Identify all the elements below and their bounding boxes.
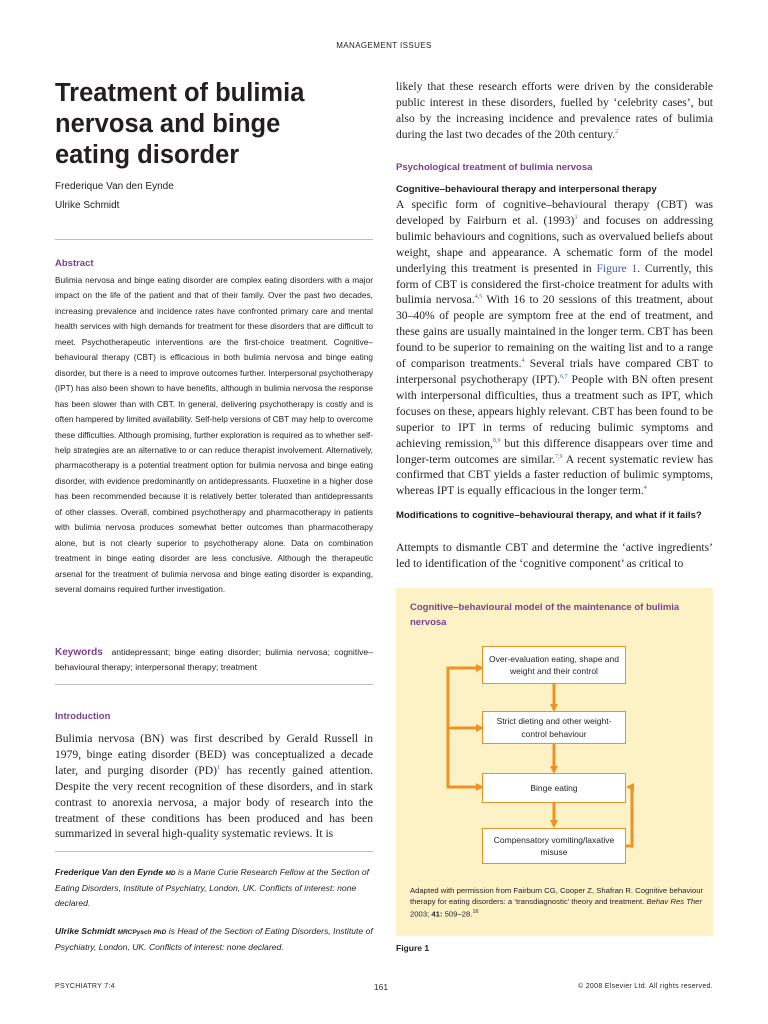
affiliation-1-name: Frederique Van den Eynde xyxy=(55,867,164,877)
citation-4b: 4 xyxy=(643,485,647,492)
cbt-text-2: and focuses on addressing bulimic behaviours and cognitions, such as overvalued beliefs about weight, shape and appearance. A schematic form of the model underlying this treatment is presented in xyxy=(396,213,713,275)
arrow-loop-back xyxy=(625,787,632,846)
caption-citation: 16 xyxy=(472,909,479,915)
figure-arrows xyxy=(396,588,713,936)
cbt-text-7: but this difference disappears over time and longer-term outcomes are similar. xyxy=(396,436,713,466)
affiliation-1 xyxy=(55,865,375,912)
footer-journal: PSYCHIATRY 7:4 xyxy=(55,983,115,990)
keywords xyxy=(55,645,373,675)
keywords-label: Keywords xyxy=(55,647,103,658)
cbt-text-6: People with BN often present with interpersonal difficulties, thus a treatment such as IPT, which focuses on these, appears highly relevant. CBT has been found to be superior to IPT in terms of reducing bulimic symptoms and achieving remission, xyxy=(396,372,713,450)
article-title: Treatment of bulimia nervosa and binge eating disorder xyxy=(55,79,305,169)
affiliation-1-degree: MD xyxy=(165,870,176,877)
introduction-heading: Introduction xyxy=(55,711,111,722)
subheading-cbt-ipt: Cognitive–behavioural therapy and interpersonal therapy xyxy=(396,184,657,195)
figure-label: Figure 1 xyxy=(396,943,430,953)
cbt-paragraph xyxy=(396,197,713,499)
caption-text-c: 509–28. xyxy=(442,909,473,919)
keywords-bottom-rule xyxy=(55,684,373,685)
figure-1-link[interactable]: Figure 1 xyxy=(596,261,638,275)
citation-7-9: 7,9 xyxy=(555,453,563,460)
affiliation-2 xyxy=(55,924,375,955)
footer-page-number: 161 xyxy=(374,983,389,992)
affiliation-1-text: is a Marie Curie Research Fellow at the Section of Eating Disorders, Institute of Psychiatry, London, UK. Conflicts of interest: none declared. xyxy=(55,867,370,909)
footer-copyright: © 2008 Elsevier Ltd. All rights reserved. xyxy=(578,983,713,990)
intro-text-b: has recently gained attention. Despite the very recent recognition of these disorders, and in stark contrast to anorexia nervosa, a major body of research into the treatment of these conditions has been produced and has been summarized in several high-quality systematic reviews. It is xyxy=(55,763,373,841)
keywords-text: antidepressant; binge eating disorder; bulimia nervosa; cognitive–behavioural therapy; interpersonal therapy; treatment xyxy=(55,647,373,672)
citation-8-9: 8,9 xyxy=(492,437,501,444)
affiliation-2-degree: MRCPysch PhD xyxy=(117,929,167,936)
section-heading: Psychological treatment of bulimia nervosa xyxy=(396,162,593,173)
affiliation-2-text: is Head of the Section of Eating Disorders, Institute of Psychiatry, London, UK. Conflicts of interest: none declared. xyxy=(55,926,373,953)
model-box-overevaluation: Over-evaluation eating, shape and weight and their control xyxy=(482,646,626,684)
author-1: Frederique Van den Eynde xyxy=(55,181,174,192)
figure-title: Cognitive–behavioural model of the maintenance of bulimia nervosa xyxy=(410,602,680,628)
cbt-text-3: . Currently, this form of CBT is considered the first-choice treatment for adults with bulimia nervosa. xyxy=(396,261,713,307)
citation-6-7: 6,7 xyxy=(560,374,568,381)
model-box-compensatory: Compensatory vomiting/laxative misuse xyxy=(482,828,626,864)
cbt-text-5: Several trials have compared CBT to interpersonal psychotherapy (IPT). xyxy=(396,357,713,386)
running-head: MANAGEMENT ISSUES xyxy=(336,41,432,50)
subheading-modifications: Modifications to cognitive–behavioural therapy, and what if it fails? xyxy=(396,510,702,521)
figure-caption xyxy=(410,886,705,920)
caption-text-a: Adapted with permission from Fairburn CG, Cooper Z, Shafran R. Cognitive behaviour therapy for eating disorders: a ‘transdiagnostic’ theory and treatment. xyxy=(410,886,704,906)
modifications-paragraph: Attempts to dismantle CBT and determine the ‘active ingredients’ led to identification of the ‘cognitive component’ as critical to xyxy=(396,541,713,570)
citation-4: 4 xyxy=(521,358,525,365)
cbt-text-1: A specific form of cognitive–behavioural therapy (CBT) was developed by Fairburn et al. (1993) xyxy=(396,198,713,227)
citation-1: 1 xyxy=(217,764,220,771)
caption-text-b: 2003; xyxy=(410,909,432,919)
intro-text-a: Bulimia nervosa (BN) was first described by Gerald Russell in 1979, binge eating disorder (BED) was conceptualized a decade later, and purging disorder (PD) xyxy=(55,732,373,777)
caption-volume: 41: xyxy=(431,909,443,919)
caption-journal: Behav Res Ther xyxy=(646,896,702,906)
cbt-text-4: With 16 to 20 sessions of this treatment, about 30–40% of people are symptom free at the end of treatment, and these gains are usually maintained in the longer term. CBT has been found to be superior to remaining on the waiting list and to a range of comparison treatments. xyxy=(396,293,713,371)
affiliations-top-rule xyxy=(55,851,373,852)
citation-2: 2 xyxy=(615,128,619,135)
continuation-paragraph xyxy=(396,79,713,143)
model-box-binge: Binge eating xyxy=(482,773,626,803)
abstract-body: Bulimia nervosa and binge eating disorder are complex eating disorders with a major impact on the life of the patient and that of their family. Over the past two decades, increasing prevalence and incidence rates have confronted primary care and mental health services with high demands for treatment for these disorders that are difficult to meet. Psychotherapeutic interventions are the first-choice treatment. Cognitive–behavioural therapy (CBT) is efficacious in both bulimia nervosa and binge eating disorder, but there is a need to improve outcomes further. Interpersonal psychotherapy (IPT) has also been shown to have benefits, although in bulimia nervosa the response has been slower than with CBT. In general, delivering psychotherapy is costly and is often hampered by limited availability. Self-help versions of CBT may help to overcome these difficulties. Although promising, further exploration is required as to whether self-help strategies are an alternative to or can reduce therapist involvement. Alternatively, pharmacotherapy is a potential treatment option for bulimia nervosa and binge eating disorder, with evidence predominantly on antidepressants. Fluoxetine in a higher dose has been recommended because it is relatively better tolerated than antidepressants of other classes. Overall, combined psychotherapy and pharmacotherapy in patients with bulimia nervosa produces somewhat better outcomes than pharmacotherapy alone, but is not clearly superior to psychotherapy alone. Data on combination treatment in binge eating disorder are less conclusive. Although the therapeutic arsenal for the treatment of bulimia nervosa and binge eating disorder is expanding, several domains required further investigation. xyxy=(55,275,373,595)
abstract-heading: Abstract xyxy=(55,258,94,269)
figure-1-box xyxy=(396,588,713,936)
abstract-top-rule xyxy=(55,239,373,240)
citation-3: 3 xyxy=(574,215,578,222)
affiliation-2-name: Ulrike Schmidt xyxy=(55,926,116,936)
cbt-text-8: A recent systematic review has confirmed that CBT yields a faster reduction of bulimic symptoms, whereas IPT is equally efficacious in the longer term. xyxy=(396,452,713,498)
citation-4-5: 4,5 xyxy=(474,294,483,301)
model-box-dieting: Strict dieting and other weight-control behaviour xyxy=(482,711,626,744)
author-2: Ulrike Schmidt xyxy=(55,200,120,211)
introduction-paragraph xyxy=(55,731,373,842)
continuation-text: likely that these research efforts were driven by the considerable public interest in these disorders, fuelled by ‘celebrity cases’, but also by the increasing incidence and prevalence rates of bulimia during the last two decades of the 20th century. xyxy=(396,80,713,141)
